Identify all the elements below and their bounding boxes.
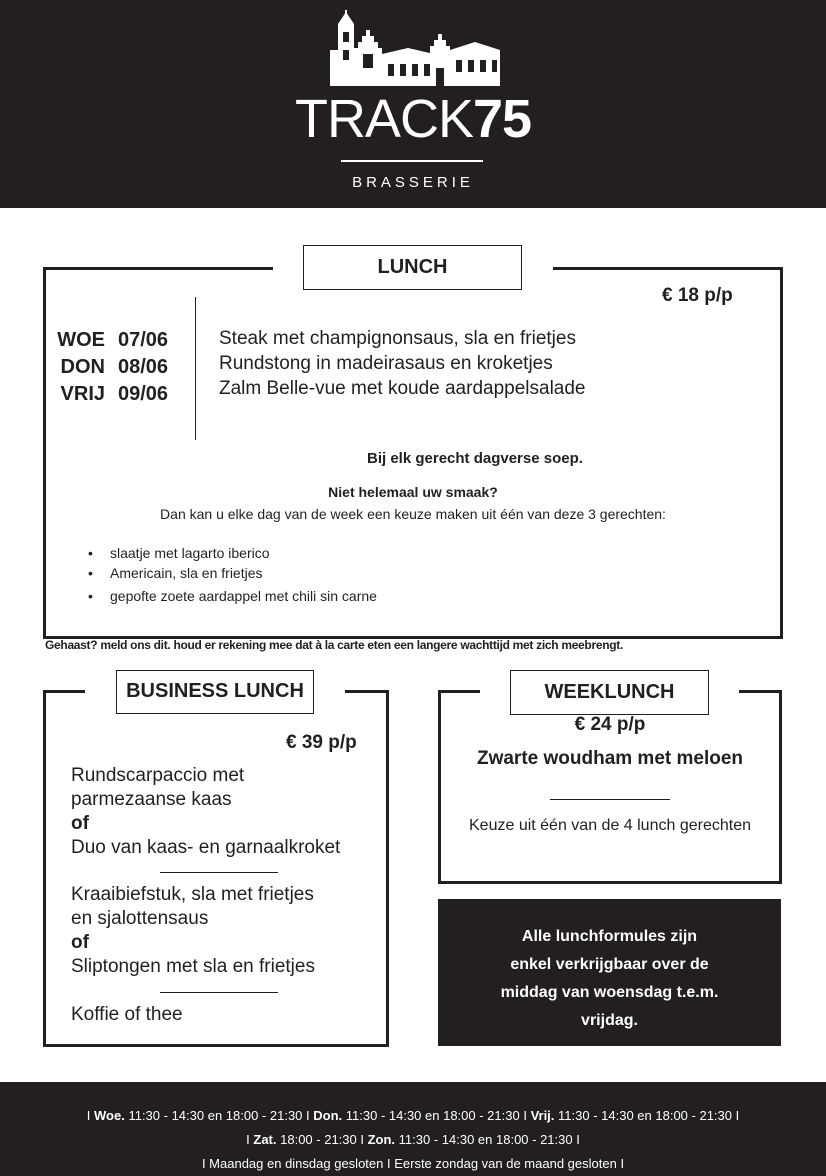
business-menu bbox=[71, 764, 340, 860]
weeklunch-choice: Keuze uit één van de 4 lunch gerechten bbox=[469, 817, 751, 834]
main-a-line2: en sjalottensaus bbox=[71, 908, 209, 929]
list-item: • Americain, sla en frietjes bbox=[88, 565, 377, 581]
business-lunch-title: BUSINESS LUNCH bbox=[116, 670, 314, 714]
business-price: € 39 p/p bbox=[286, 732, 357, 753]
don-label: Don. bbox=[313, 1108, 343, 1123]
weeklunch-border-top-right bbox=[739, 690, 782, 693]
weeklunch-dish: Zwarte woudham met meloen bbox=[476, 748, 744, 769]
zat-label: Zat. bbox=[253, 1132, 277, 1147]
soup-note: Bij elk gerecht dagverse soep. bbox=[367, 450, 583, 467]
weeklunch-title: WEEKLUNCH bbox=[510, 670, 709, 715]
business-border-top-right bbox=[345, 690, 389, 693]
brand-subtitle: BRASSERIE bbox=[352, 174, 474, 191]
hours-line-2: I Zat. 18:00 - 21:30 I Zon. 11:30 - 14:30 en 18:00 - 21:30 I bbox=[246, 1132, 580, 1147]
vrij-hours: 11:30 - 14:30 en 18:00 - 21:30 bbox=[558, 1108, 732, 1123]
weeklunch-divider bbox=[550, 799, 670, 800]
days-divider bbox=[195, 297, 196, 440]
main-b: Sliptongen met sla en frietjes bbox=[71, 956, 315, 977]
choice-note: Dan kan u elke dag van de week een keuze maken uit één van deze 3 gerechten: bbox=[160, 506, 666, 522]
closed-mon-tue: Maandag en dinsdag gesloten bbox=[209, 1156, 384, 1171]
lunch-border-top-left bbox=[43, 267, 273, 270]
brand-divider bbox=[341, 160, 483, 162]
brand-name bbox=[0, 89, 826, 149]
zon-label: Zon. bbox=[367, 1132, 396, 1147]
hours-line-1: I Woe. 11:30 - 14:30 en 18:00 - 21:30 I Don. 11:30 - 14:30 en 18:00 - 21:30 I Vrij. 11:30 - 14:30 en 18:00 - 21:30 I bbox=[86, 1108, 740, 1123]
zat-hours: 18:00 - 21:30 bbox=[280, 1132, 357, 1147]
list-item: • gepofte zoete aardappel met chili sin carne bbox=[88, 588, 377, 604]
woe-label: Woe. bbox=[94, 1108, 125, 1123]
notice-line: Alle lunchformules zijn bbox=[521, 928, 698, 945]
business-drink bbox=[71, 1003, 183, 1027]
main-a-line1: Kraaibiefstuk, sla met frietjes bbox=[71, 884, 314, 905]
drink: Koffie of thee bbox=[71, 1004, 183, 1025]
lunch-title: LUNCH bbox=[303, 245, 522, 290]
day-date: 09/06 bbox=[118, 383, 169, 405]
starter-b: Duo van kaas- en garnaalkroket bbox=[71, 837, 341, 858]
day-date: 08/06 bbox=[118, 356, 169, 378]
day-row bbox=[57, 354, 168, 381]
day-name: WOE bbox=[57, 329, 105, 351]
day-row bbox=[57, 327, 168, 354]
day-name: VRIJ bbox=[60, 383, 105, 405]
weeklunch-border-top-left bbox=[438, 690, 480, 693]
business-border-left bbox=[43, 690, 46, 1047]
dish-item: Rundstong in madeirasaus en kroketjes bbox=[219, 353, 553, 374]
notice-line: vrijdag. bbox=[581, 1012, 638, 1029]
lunch-border-right bbox=[780, 267, 783, 639]
lunch-border-top-right bbox=[553, 267, 783, 270]
business-divider-2 bbox=[160, 992, 278, 993]
or-label: of bbox=[71, 932, 89, 953]
day-name: DON bbox=[60, 356, 105, 378]
zon-hours: 11:30 - 14:30 en 18:00 - 21:30 bbox=[398, 1132, 573, 1147]
header bbox=[0, 0, 826, 208]
business-mains bbox=[71, 883, 315, 979]
day-row bbox=[57, 381, 168, 408]
dish-item: Steak met champignonsaus, sla en frietjes bbox=[219, 328, 576, 349]
hours-line-3: I Maandag en dinsdag gesloten I Eerste zondag van de maand gesloten I bbox=[201, 1156, 625, 1171]
taste-question: Niet helemaal uw smaak? bbox=[328, 484, 498, 500]
lunch-dishes bbox=[219, 326, 586, 401]
lunch-days bbox=[57, 327, 168, 408]
alternatives-list bbox=[88, 545, 377, 604]
business-border-right bbox=[386, 690, 389, 1047]
business-divider-1 bbox=[160, 872, 278, 873]
list-item: • slaatje met lagarto iberico bbox=[88, 545, 377, 561]
notice-line: enkel verkrijgbaar over de bbox=[510, 956, 709, 973]
lunch-price: € 18 p/p bbox=[662, 285, 733, 306]
lunch-border-left bbox=[43, 267, 46, 639]
closed-sunday: Eerste zondag van de maand gesloten bbox=[394, 1156, 617, 1171]
don-hours: 11:30 - 14:30 en 18:00 - 21:30 bbox=[345, 1108, 520, 1123]
brand-word: TRACK bbox=[294, 89, 473, 149]
weeklunch-price: € 24 p/p bbox=[574, 714, 646, 735]
day-date: 07/06 bbox=[118, 329, 169, 351]
lunch-availability-notice bbox=[438, 899, 781, 1046]
woe-hours: 11:30 - 14:30 en 18:00 - 21:30 bbox=[128, 1108, 303, 1123]
business-border-bottom bbox=[43, 1044, 389, 1047]
starter-a-line2: parmezaanse kaas bbox=[71, 789, 232, 810]
opening-hours-footer bbox=[0, 1082, 826, 1176]
vrij-label: Vrij. bbox=[530, 1108, 555, 1123]
weeklunch-border-bottom bbox=[438, 881, 782, 884]
business-border-top-left bbox=[43, 690, 85, 693]
brand-number: 75 bbox=[472, 89, 532, 149]
starter-a-line1: Rundscarpaccio met bbox=[71, 765, 245, 786]
dish-item: Zalm Belle-vue met koude aardappelsalade bbox=[219, 378, 586, 399]
or-label: of bbox=[71, 813, 89, 834]
building-logo-icon bbox=[330, 10, 502, 86]
hurry-note: Gehaast? meld ons dit. houd er rekening mee dat à la carte eten een langere wachttijd met zich meebrengt. bbox=[45, 638, 623, 652]
notice-line: middag van woensdag t.e.m. bbox=[500, 984, 719, 1001]
